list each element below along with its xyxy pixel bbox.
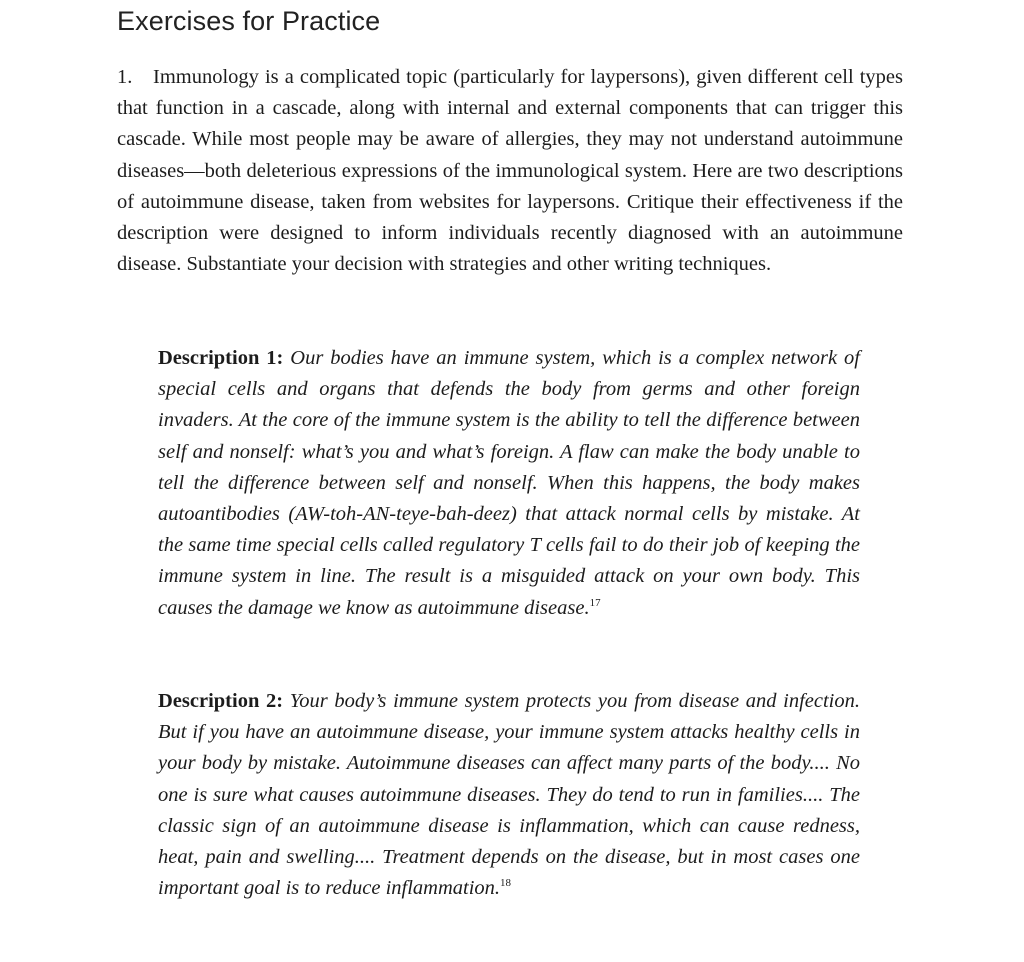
footnote-17: 17 [589, 596, 601, 609]
exercise-text: Immunology is a complicated topic (particularly for laypersons), given different cell types that function in a cascade, along with internal and external components that can trigger this cascade. While most people may be aware of allergies, they may not understand autoimmune diseases—both deleterious expressions of the immunological system. Here are two descriptions of autoimmune disease, taken from websites for laypersons. Critique their effectiveness if the description were designed to inform individuals recently diagnosed with an autoimmune disease. Substantiate your decision with strategies and other writing techniques. [117, 66, 903, 276]
description-1-text: Our bodies have an immune system, which is a complex network of special cells and organs that defends the body from germs and other foreign invaders. At the core of the immune system is the ability to tell the difference between self and nonself: what’s you and what’s foreign. A flaw can make the body unable to tell the difference between self and nonself. When this happens, the body makes autoantibodies (AW-toh-AN-teye-bah-deez) that attack normal cells by mistake. At the same time special cells called regulatory T cells fail to do their job of keeping the immune system in line. The result is a misguided attack on your own body. This causes the damage we know as autoimmune disease. [158, 347, 860, 619]
description-2-block [158, 686, 860, 904]
description-2-text: Your body’s immune system protects you from disease and infection. But if you have an autoimmune disease, your immune system attacks healthy cells in your body by mistake. Autoimmune diseases can affect many parts of the body.... No one is sure what causes autoimmune diseases. They do tend to run in families.... The classic sign of an autoimmune disease is inflammation, which can cause redness, heat, pain and swelling.... Treatment depends on the disease, but in most cases one important goal is to reduce inflammation. [158, 690, 860, 900]
description-1-label: Description 1: [158, 347, 284, 369]
exercise-1-paragraph [117, 62, 903, 280]
description-1-block [158, 343, 860, 624]
exercise-number: 1. [117, 66, 133, 88]
section-title: Exercises for Practice [117, 6, 381, 36]
footnote-18: 18 [500, 877, 512, 890]
description-2-label: Description 2: [158, 690, 284, 712]
